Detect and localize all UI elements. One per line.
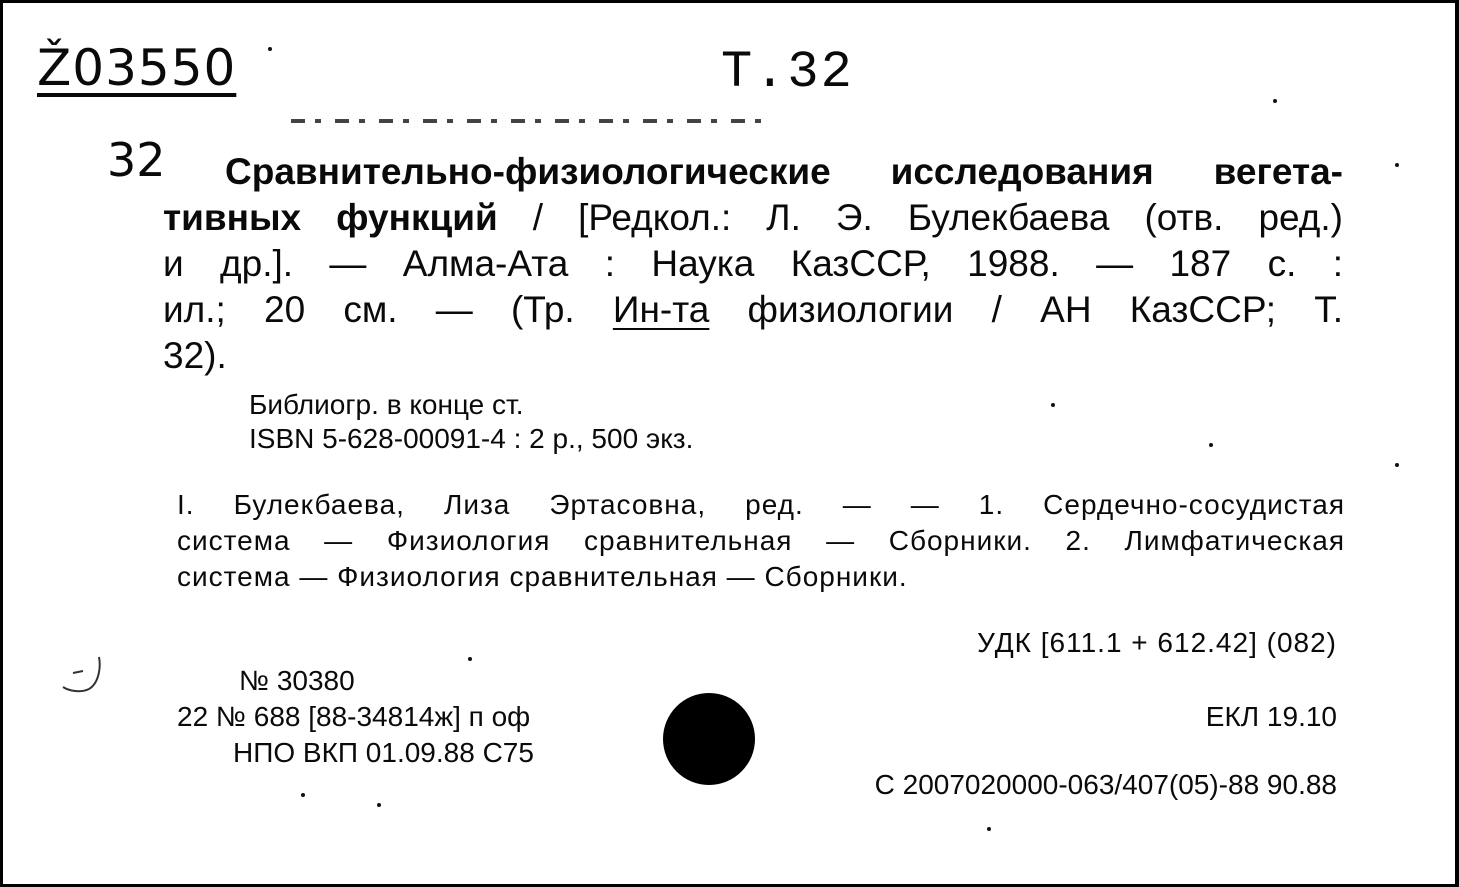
punch-hole: [663, 693, 755, 785]
udk-code: УДК [611.1 + 612.42] (082): [977, 627, 1337, 658]
title-line-2: [163, 195, 1343, 241]
shelfmark: Ž03550: [37, 39, 237, 97]
speck: [468, 657, 472, 661]
speck: [301, 793, 305, 797]
bibliography-note: Библиогр. в конце ст.: [249, 389, 524, 420]
speck: [1051, 403, 1055, 407]
speck: [1395, 463, 1399, 467]
title-continuation: тивных функций: [163, 197, 498, 238]
subject-tracings: [177, 487, 1345, 595]
speck: [1273, 99, 1277, 103]
title-line-1: Сравнительно-физиологические исследования вегета-: [225, 151, 1343, 192]
tracing-line-3: система — Физиология сравнительная — Сборники.: [177, 561, 908, 592]
volume-number: Т.32: [721, 43, 854, 102]
tracing-line-2: система — Физиология сравнительная — Сборники. 2. Лимфатическая: [177, 525, 1345, 556]
bibliographic-description: [163, 149, 1343, 379]
editors: / [Редкол.: Л. Э. Булекбаева (отв. ред.): [497, 197, 1343, 238]
speck: [268, 47, 272, 51]
checkmark-icon: [59, 653, 109, 695]
series-line: [163, 287, 1343, 333]
series-underlined: Ин-та: [612, 289, 710, 330]
card-number: № 30380: [239, 665, 355, 696]
series-end: 32).: [163, 335, 227, 376]
tracing-line-1: I. Булекбаева, Лиза Эртасовна, ред. — — 1. Сердечно-сосудистая: [177, 489, 1345, 520]
series-part-b: физиологии / АН КазССР; Т.: [709, 289, 1343, 330]
ekl-code: ЕКЛ 19.10: [1205, 701, 1337, 732]
speck: [1209, 443, 1213, 447]
ink-smudge-line: [291, 119, 771, 123]
series-part-a: ил.; 20 см. — (Тр.: [163, 289, 613, 330]
publisher-code: НПО ВКП 01.09.88 С75: [233, 737, 534, 768]
speck: [377, 803, 381, 807]
isbn-note: ISBN 5-628-00091-4 : 2 р., 500 экз.: [249, 423, 694, 454]
speck: [987, 827, 991, 831]
classification-number: С 2007020000-063/407(05)-88 90.88: [874, 769, 1337, 800]
imprint-line: и др.]. — Алма-Ата : Наука КазССР, 1988. — 187 с. :: [163, 243, 1343, 284]
print-order: 22 № 688 [88-34814ж] п оф: [177, 701, 531, 732]
speck: [1395, 163, 1399, 167]
call-number: 32: [107, 133, 166, 187]
